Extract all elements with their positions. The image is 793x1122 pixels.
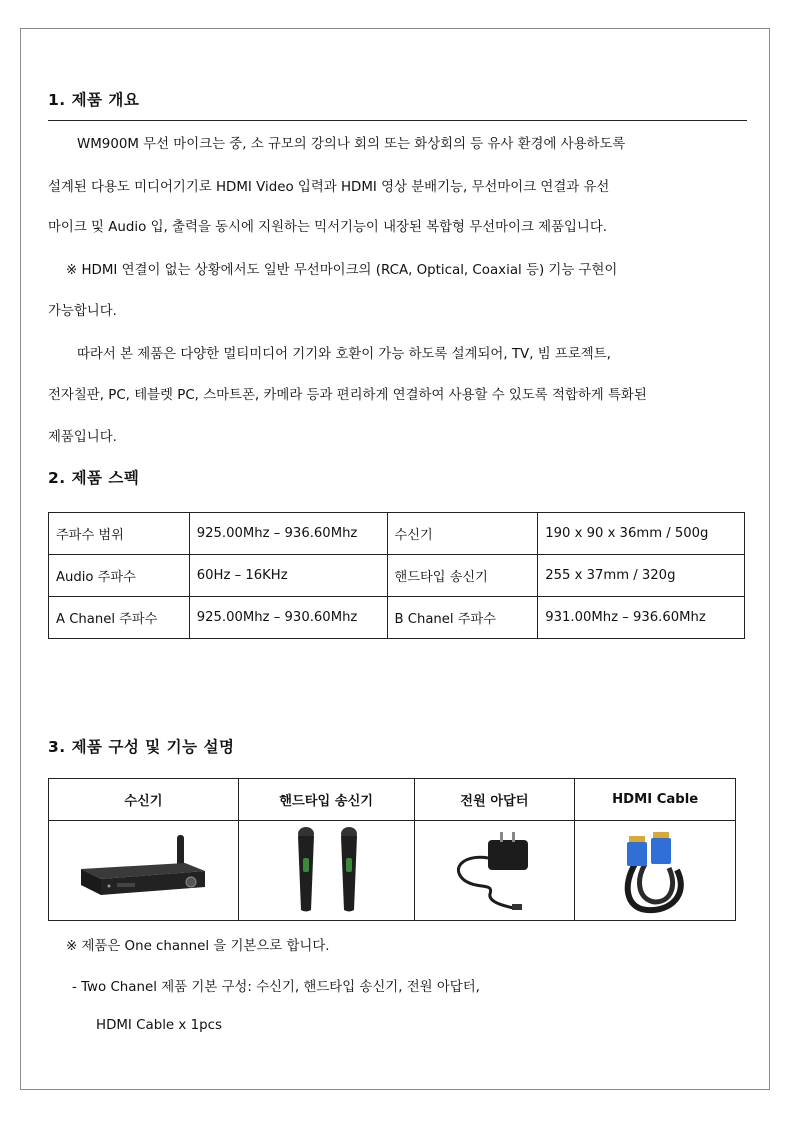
microphone-icon — [271, 824, 381, 914]
section2-heading: 2. 제품 스펙 — [48, 469, 140, 487]
handheld-mic-image — [238, 821, 414, 921]
spec-label: 수신기 — [387, 513, 538, 555]
overview-line-2: 설계된 다용도 미디어기기로 HDMI Video 입력과 HDMI 영상 분배기능, 무선마이크 연결과 유선 — [48, 180, 610, 195]
col-receiver: 수신기 — [49, 779, 239, 821]
note-two-channel: - Two Chanel 제품 기본 구성: 수신기, 핸드타입 송신기, 전원 아답터, — [72, 980, 480, 995]
spec-value: 931.00Mhz – 936.60Mhz — [538, 597, 745, 639]
spec-label: A Chanel 주파수 — [49, 597, 190, 639]
receiver-image — [49, 821, 239, 921]
table-row — [49, 555, 745, 597]
section1-heading: 1. 제품 개요 — [48, 91, 140, 109]
note-one-channel: ※ 제품은 One channel 을 기본으로 합니다. — [66, 939, 330, 954]
spec-value: 255 x 37mm / 320g — [538, 555, 745, 597]
overview-line-7: 전자칠판, PC, 테블렛 PC, 스마트폰, 카메라 등과 편리하게 연결하여 사용할 수 있도록 적합하게 특화된 — [48, 388, 647, 403]
overview-line-6: 따라서 본 제품은 다양한 멀티미디어 기기와 호환이 가능 하도록 설계되어, TV, 빔 프로젝트, — [77, 347, 611, 362]
col-hdmi-cable: HDMI Cable — [575, 779, 736, 821]
spec-value: 925.00Mhz – 930.60Mhz — [189, 597, 387, 639]
spec-value: 190 x 90 x 36mm / 500g — [538, 513, 745, 555]
receiver-icon — [73, 829, 213, 909]
heading-rule — [48, 120, 747, 121]
power-adapter-image — [414, 821, 575, 921]
hdmi-cable-image — [575, 821, 736, 921]
overview-line-1: WM900M 무선 마이크는 중, 소 규모의 강의나 회의 또는 화상회의 등 유사 환경에 사용하도록 — [77, 137, 626, 152]
note-hdmi-cable: HDMI Cable x 1pcs — [96, 1018, 222, 1033]
spec-table — [48, 512, 745, 639]
overview-line-3: 마이크 및 Audio 입, 출력을 동시에 지원하는 믹서기능이 내장된 복합형 무선마이크 제품입니다. — [48, 220, 608, 235]
overview-line-8: 제품입니다. — [48, 430, 117, 445]
power-adapter-icon — [444, 824, 544, 914]
table-row — [49, 513, 745, 555]
spec-label: 주파수 범위 — [49, 513, 190, 555]
components-table — [48, 778, 736, 921]
col-handheld-transmitter: 핸드타입 송신기 — [238, 779, 414, 821]
table-row — [49, 779, 736, 821]
spec-label: 핸드타입 송신기 — [387, 555, 538, 597]
spec-value: 925.00Mhz – 936.60Mhz — [189, 513, 387, 555]
hdmi-cable-icon — [615, 824, 695, 914]
table-row — [49, 597, 745, 639]
section3-heading: 3. 제품 구성 및 기능 설명 — [48, 738, 235, 756]
overview-line-5: 가능합니다. — [48, 304, 117, 319]
spec-value: 60Hz – 16KHz — [189, 555, 387, 597]
overview-note: ※ HDMI 연결이 없는 상황에서도 일반 무선마이크의 (RCA, Optical, Coaxial 등) 기능 구현이 — [66, 263, 618, 278]
spec-label: Audio 주파수 — [49, 555, 190, 597]
col-power-adapter: 전원 아답터 — [414, 779, 575, 821]
spec-label: B Chanel 주파수 — [387, 597, 538, 639]
table-row — [49, 821, 736, 921]
